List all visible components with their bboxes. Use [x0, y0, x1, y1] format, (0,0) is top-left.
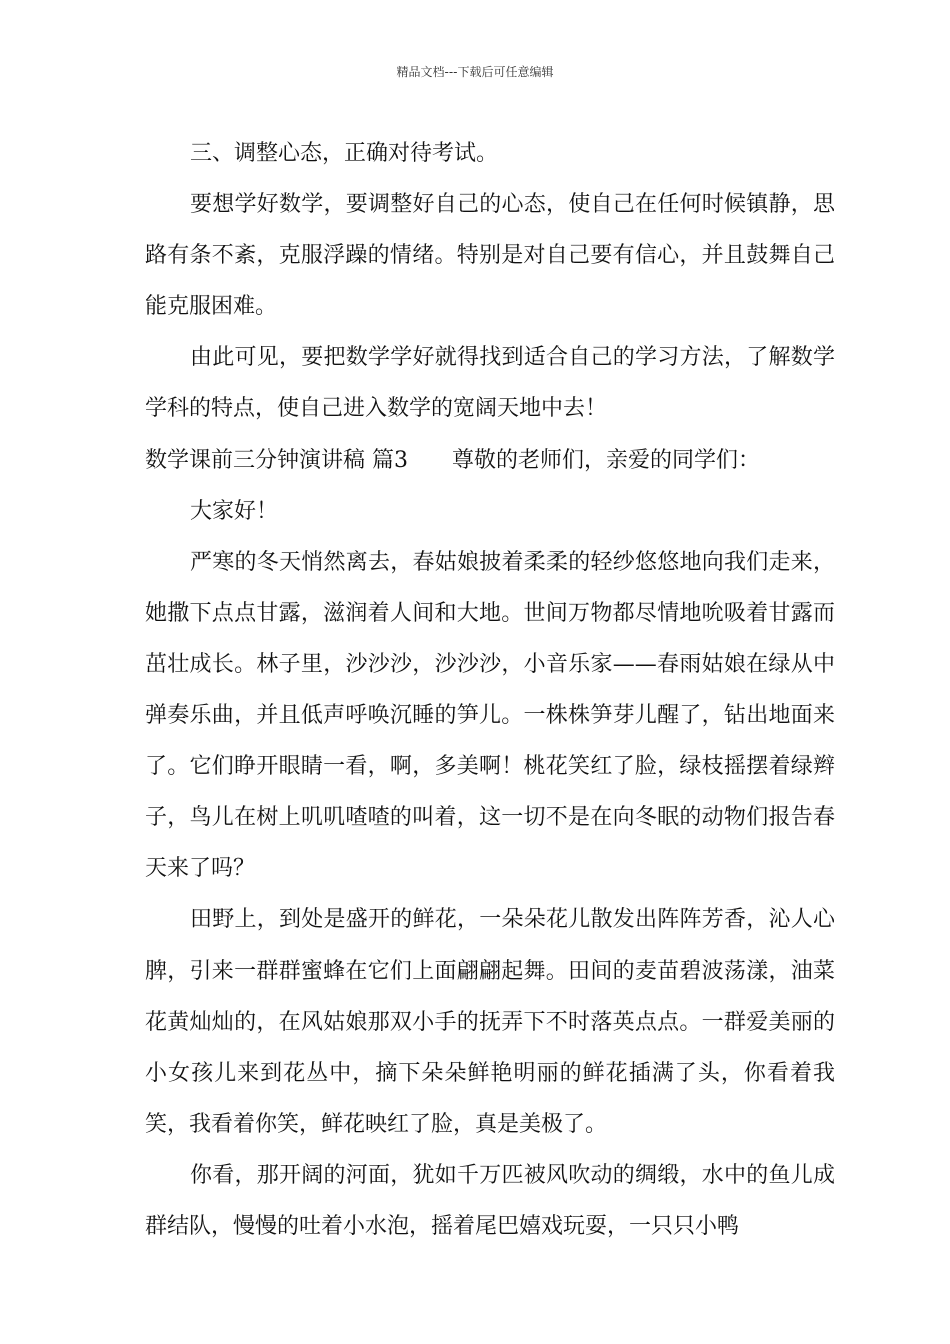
page-header: 精品文档---下载后可任意编辑: [396, 65, 554, 79]
paragraph-conclusion: 由此可见，要把数学学好就得找到适合自己的学习方法，了解数学学科的特点，使自己进入数学的宽阔天地中去！: [145, 345, 835, 422]
paragraph-mindset: 要想学好数学，要调整好自己的心态，使自己在任何时候镇静，思路有条不紊，克服浮躁的情绪。特别是对自己要有信心，并且鼓舞自己能克服困难。: [145, 192, 835, 320]
paragraph-greeting: 大家好！: [190, 498, 279, 524]
paragraph-spring: 严寒的冬天悄然离去，春姑娘披着柔柔的轻纱悠悠地向我们走来，她撒下点点甘露，滋润着人间和大地。世间万物都尽情地吮吸着甘露而茁壮成长。林子里，沙沙沙，沙沙沙，小音乐家——春雨姑娘在绿从中弹奏乐曲，并且低声呼唤沉睡的笋儿。一株株笋芽儿醒了，钻出地面来了。它们睁开眼睛一看，啊，多美啊！桃花笑红了脸，绿枝摇摆着绿辫子，鸟儿在树上叽叽喳喳的叫着，这一切不是在向冬眠的动物们报告春天来了吗？: [145, 549, 835, 882]
paragraph-fields: 田野上，到处是盛开的鲜花，一朵朵花儿散发出阵阵芳香，沁人心脾，引来一群群蜜蜂在它们上面翩翩起舞。田间的麦苗碧波荡漾，油菜花黄灿灿的，在风姑娘那双小手的抚弄下不时落英点点。一群爱美丽的小女孩儿来到花丛中，摘下朵朵鲜艳明丽的鲜花插满了头，你看着我笑，我看着你笑，鲜花映红了脸，真是美极了。: [145, 907, 835, 1137]
paragraph-river: 你看，那开阔的河面，犹如千万匹被风吹动的绸缎，水中的鱼儿成群结队，慢慢的吐着小水泡，摇着尾巴嬉戏玩耍，一只只小鸭: [145, 1162, 835, 1239]
document-body: [145, 128, 835, 1252]
paragraph-speech-title: 数学课前三分钟演讲稿 篇3 尊敬的老师们，亲爱的同学们：: [145, 447, 760, 473]
paragraph-section-heading: 三、调整心态，正确对待考试。: [190, 141, 499, 166]
